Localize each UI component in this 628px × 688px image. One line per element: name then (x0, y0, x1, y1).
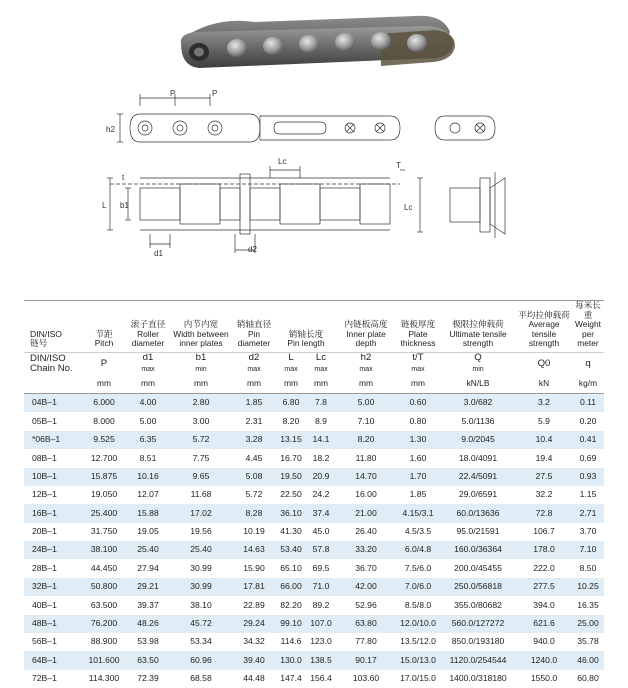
table-cell: 25.400 (82, 504, 126, 522)
table-cell: 19.4 (516, 449, 572, 467)
table-cell: 3.28 (232, 431, 276, 449)
table-cell: 12.0/10.0 (396, 615, 440, 633)
table-cell: 0.93 (572, 468, 604, 486)
label-h2: h2 (106, 125, 115, 134)
table-cell: 9.525 (82, 431, 126, 449)
table-cell: 250.0/56818 (440, 578, 516, 596)
table-cell: 5.9 (516, 412, 572, 430)
table-cell: 99.10 (276, 615, 306, 633)
header-pin-diameter: 销轴直径 Pin diameter (236, 319, 272, 349)
chain-number-cell: 05B–1 (24, 412, 82, 430)
table-cell: 5.0/1136 (440, 412, 516, 430)
label-d1: d1 (154, 249, 163, 258)
chain-number-cell: 32B–1 (24, 578, 82, 596)
table-cell: 17.81 (232, 578, 276, 596)
table-cell: 6.80 (276, 393, 306, 412)
symbol-L: L max (276, 352, 306, 375)
table-cell: 31.750 (82, 523, 126, 541)
table-cell: 5.72 (170, 431, 232, 449)
table-cell: 10.19 (232, 523, 276, 541)
table-cell: 29.24 (232, 615, 276, 633)
table-cell: 0.20 (572, 412, 604, 430)
table-cell: 101.600 (82, 651, 126, 669)
table-cell: 22.89 (232, 596, 276, 614)
table-cell: 6.000 (82, 393, 126, 412)
table-cell: 17.0/15.0 (396, 670, 440, 688)
spec-table-body (24, 393, 604, 688)
table-cell: 27.5 (516, 468, 572, 486)
table-cell: 48.26 (126, 615, 170, 633)
chain-spec-table (24, 300, 604, 688)
table-cell: 8.28 (232, 504, 276, 522)
table-cell: 11.68 (170, 486, 232, 504)
table-cell: 8.51 (126, 449, 170, 467)
table-cell: 147.4 (276, 670, 306, 688)
table-cell: 3.2 (516, 393, 572, 412)
table-cell: 10.16 (126, 468, 170, 486)
unit-cell: kN (516, 375, 572, 394)
chain-number-cell: 12B–1 (24, 486, 82, 504)
table-cell: 36.10 (276, 504, 306, 522)
label-t: t (122, 173, 125, 182)
table-cell: 3.00 (170, 412, 232, 430)
table-cell: 0.11 (572, 393, 604, 412)
chain-number-cell: 40B–1 (24, 596, 82, 614)
table-cell: 17.02 (170, 504, 232, 522)
table-cell: 53.98 (126, 633, 170, 651)
table-row (24, 431, 604, 449)
symbol-h2: h2 max (336, 352, 396, 375)
table-cell: 60.96 (170, 651, 232, 669)
table-cell: 22.4/5091 (440, 468, 516, 486)
table-row (24, 523, 604, 541)
table-cell: 5.08 (232, 468, 276, 486)
header-row (24, 301, 604, 353)
table-row (24, 559, 604, 577)
table-cell: 0.60 (396, 393, 440, 412)
table-cell: 850.0/193180 (440, 633, 516, 651)
table-cell: 13.15 (276, 431, 306, 449)
table-cell: 114.300 (82, 670, 126, 688)
table-cell: 16.70 (276, 449, 306, 467)
table-row (24, 670, 604, 688)
table-cell: 15.0/13.0 (396, 651, 440, 669)
label-lc-top: Lc (278, 157, 287, 166)
table-cell: 4.00 (126, 393, 170, 412)
table-cell: 30.99 (170, 578, 232, 596)
table-cell: 44.450 (82, 559, 126, 577)
table-cell: 107.0 (306, 615, 336, 633)
table-cell: 25.40 (170, 541, 232, 559)
table-cell: 0.41 (572, 431, 604, 449)
table-cell: 1.85 (396, 486, 440, 504)
table-cell: 103.60 (336, 670, 396, 688)
unit-cell: mm (276, 375, 306, 394)
table-cell: 6.0/4.8 (396, 541, 440, 559)
table-cell: 35.78 (572, 633, 604, 651)
header-inner-width: 内节内宽 Width between inner plates (173, 319, 229, 349)
table-row (24, 468, 604, 486)
table-cell: 5.72 (232, 486, 276, 504)
table-cell: 4.5/3.5 (396, 523, 440, 541)
header-chain: DIN/ISO 链号 (30, 328, 62, 349)
table-cell: 25.00 (572, 615, 604, 633)
chain-number-cell: 56B–1 (24, 633, 82, 651)
table-cell: 1240.0 (516, 651, 572, 669)
table-cell: 19.56 (170, 523, 232, 541)
table-cell: 13.5/12.0 (396, 633, 440, 651)
table-cell: 1120.0/254544 (440, 651, 516, 669)
label-T: T (396, 161, 401, 170)
table-cell: 21.00 (336, 504, 396, 522)
header-ultimate-tensile: 极限拉伸载荷 Ultimate tensile strength (449, 319, 507, 349)
table-cell: 1.15 (572, 486, 604, 504)
chain-number-cell: 28B–1 (24, 559, 82, 577)
table-cell: 14.1 (306, 431, 336, 449)
table-cell: 33.20 (336, 541, 396, 559)
table-cell: 25.40 (126, 541, 170, 559)
table-cell: 42.00 (336, 578, 396, 596)
chain-dimension-drawing (100, 88, 530, 258)
symbol-q: Q min (440, 352, 516, 375)
table-cell: 560.0/127272 (440, 615, 516, 633)
table-cell: 16.35 (572, 596, 604, 614)
header-inner-plate-depth: 内链板高度 Inner plate depth (344, 319, 388, 349)
table-cell: 8.000 (82, 412, 126, 430)
unit-cell: mm (306, 375, 336, 394)
table-row (24, 412, 604, 430)
table-cell: 7.10 (336, 412, 396, 430)
table-cell: 29.21 (126, 578, 170, 596)
table-cell: 8.20 (276, 412, 306, 430)
table-cell: 1.85 (232, 393, 276, 412)
table-cell: 7.10 (572, 541, 604, 559)
table-cell: 1550.0 (516, 670, 572, 688)
unit-cell: kN/LB (440, 375, 516, 394)
table-cell: 27.94 (126, 559, 170, 577)
header-plate-thickness: 链板厚度 Plate thickness (400, 319, 436, 349)
table-cell: 14.63 (232, 541, 276, 559)
table-cell: 1.60 (396, 449, 440, 467)
table-row (24, 541, 604, 559)
table-cell: 156.4 (306, 670, 336, 688)
table-cell: 19.50 (276, 468, 306, 486)
unit-cell: mm (396, 375, 440, 394)
table-cell: 30.99 (170, 559, 232, 577)
table-cell: 37.4 (306, 504, 336, 522)
table-cell: 2.31 (232, 412, 276, 430)
chain-number-cell: 08B–1 (24, 449, 82, 467)
table-cell: 57.8 (306, 541, 336, 559)
roller-chain-photo (175, 8, 460, 78)
symbol-t: t/T max (396, 352, 440, 375)
table-cell: 53.34 (170, 633, 232, 651)
table-cell: 52.96 (336, 596, 396, 614)
table-cell: 0.80 (396, 412, 440, 430)
label-d2: d2 (248, 245, 257, 254)
symbol-d2: d2 max (232, 352, 276, 375)
table-cell: 63.80 (336, 615, 396, 633)
table-cell: 8.50 (572, 559, 604, 577)
symbol-d1: d1 max (126, 352, 170, 375)
table-cell: 355.0/80682 (440, 596, 516, 614)
chain-number-cell: *06B–1 (24, 431, 82, 449)
table-cell: 15.88 (126, 504, 170, 522)
chain-number-cell: 04B–1 (24, 393, 82, 412)
symbol-b1: b1 min (170, 352, 232, 375)
chain-number-cell: 24B–1 (24, 541, 82, 559)
table-cell: 940.0 (516, 633, 572, 651)
table-cell: 69.5 (306, 559, 336, 577)
table-cell: 19.05 (126, 523, 170, 541)
table-cell: 20.9 (306, 468, 336, 486)
table-cell: 5.00 (336, 393, 396, 412)
label-pitch-b: P (212, 89, 218, 98)
table-row (24, 486, 604, 504)
table-cell: 50.800 (82, 578, 126, 596)
table-cell: 138.5 (306, 651, 336, 669)
table-cell: 88.900 (82, 633, 126, 651)
table-row (24, 651, 604, 669)
table-cell: 222.0 (516, 559, 572, 577)
chain-number-cell: 64B–1 (24, 651, 82, 669)
table-cell: 44.48 (232, 670, 276, 688)
label-pitch-a: P (170, 89, 176, 98)
table-cell: 45.0 (306, 523, 336, 541)
table-cell: 68.58 (170, 670, 232, 688)
table-cell: 39.40 (232, 651, 276, 669)
symbol-row (24, 352, 604, 375)
label-L: L (102, 201, 107, 210)
table-cell: 41.30 (276, 523, 306, 541)
table-cell: 63.500 (82, 596, 126, 614)
table-cell: 3.70 (572, 523, 604, 541)
table-cell: 72.8 (516, 504, 572, 522)
table-cell: 22.50 (276, 486, 306, 504)
table-cell: 114.6 (276, 633, 306, 651)
table-cell: 1.30 (396, 431, 440, 449)
table-cell: 200.0/45455 (440, 559, 516, 577)
table-cell: 82.20 (276, 596, 306, 614)
table-cell: 621.6 (516, 615, 572, 633)
table-cell: 8.20 (336, 431, 396, 449)
table-row (24, 633, 604, 651)
table-cell: 2.80 (170, 393, 232, 412)
table-cell: 95.0/21591 (440, 523, 516, 541)
table-cell: 18.0/4091 (440, 449, 516, 467)
table-cell: 14.70 (336, 468, 396, 486)
table-cell: 8.5/8.0 (396, 596, 440, 614)
chain-number-cell: 72B–1 (24, 670, 82, 688)
table-cell: 9.65 (170, 468, 232, 486)
table-cell: 15.90 (232, 559, 276, 577)
chain-number-cell: 10B–1 (24, 468, 82, 486)
table-cell: 24.2 (306, 486, 336, 504)
label-b1: b1 (120, 201, 129, 210)
table-cell: 394.0 (516, 596, 572, 614)
table-cell: 123.0 (306, 633, 336, 651)
table-cell: 29.0/6591 (440, 486, 516, 504)
table-cell: 46.00 (572, 651, 604, 669)
unit-cell: mm (82, 375, 126, 394)
table-cell: 7.0/6.0 (396, 578, 440, 596)
header-pitch: 节距 Pitch (94, 328, 114, 349)
table-cell: 4.15/3.1 (396, 504, 440, 522)
table-cell: 4.45 (232, 449, 276, 467)
table-cell: 0.69 (572, 449, 604, 467)
symbol-q0: Q0 (516, 352, 572, 375)
unit-cell: mm (336, 375, 396, 394)
table-cell: 1400.0/318180 (440, 670, 516, 688)
header-weight: 每米长重 Weight per meter (575, 300, 601, 349)
table-cell: 3.0/682 (440, 393, 516, 412)
table-cell: 72.39 (126, 670, 170, 688)
chain-number-cell: 20B–1 (24, 523, 82, 541)
table-cell: 160.0/36364 (440, 541, 516, 559)
table-cell: 15.875 (82, 468, 126, 486)
header-average-tensile: 平均拉伸载荷 Average tensile strength (518, 309, 570, 349)
table-cell: 11.80 (336, 449, 396, 467)
table-cell: 66.00 (276, 578, 306, 596)
table-cell: 90.17 (336, 651, 396, 669)
table-cell: 76.200 (82, 615, 126, 633)
table-cell: 8.9 (306, 412, 336, 430)
unit-row (24, 375, 604, 394)
table-cell: 19.050 (82, 486, 126, 504)
label-lc-side: Lc (404, 203, 413, 212)
unit-cell: mm (232, 375, 276, 394)
table-cell: 36.70 (336, 559, 396, 577)
table-cell: 277.5 (516, 578, 572, 596)
table-cell: 65.10 (276, 559, 306, 577)
table-cell: 2.71 (572, 504, 604, 522)
table-cell: 53.40 (276, 541, 306, 559)
table-row (24, 504, 604, 522)
table-cell: 26.40 (336, 523, 396, 541)
table-cell: 10.25 (572, 578, 604, 596)
chain-number-cell: 16B–1 (24, 504, 82, 522)
table-cell: 60.80 (572, 670, 604, 688)
table-cell: 178.0 (516, 541, 572, 559)
table-cell: 7.8 (306, 393, 336, 412)
unit-cell: kg/m (572, 375, 604, 394)
table-row (24, 578, 604, 596)
table-cell: 38.100 (82, 541, 126, 559)
unit-cell: mm (170, 375, 232, 394)
table-cell: 1.70 (396, 468, 440, 486)
table-cell: 89.2 (306, 596, 336, 614)
table-cell: 32.2 (516, 486, 572, 504)
header-roller-diameter: 滚子直径 Roller diameter (130, 319, 166, 349)
table-cell: 6.35 (126, 431, 170, 449)
symbol-weight: q (572, 352, 604, 375)
table-cell: 7.5/6.0 (396, 559, 440, 577)
symbol-p: P (82, 352, 126, 375)
table-cell: 77.80 (336, 633, 396, 651)
table-cell: 18.2 (306, 449, 336, 467)
table-cell: 45.72 (170, 615, 232, 633)
header-pin-length: 销轴长度 Pin length (287, 328, 325, 349)
table-cell: 12.700 (82, 449, 126, 467)
table-cell: 63.50 (126, 651, 170, 669)
table-cell: 16.00 (336, 486, 396, 504)
table-cell: 71.0 (306, 578, 336, 596)
table-row (24, 615, 604, 633)
table-cell: 34.32 (232, 633, 276, 651)
table-cell: 10.4 (516, 431, 572, 449)
symbol-Lc: Lc max (306, 352, 336, 375)
symbol-chain-no: DIN/ISO Chain No. (24, 352, 82, 375)
table-cell: 5.00 (126, 412, 170, 430)
table-cell: 38.10 (170, 596, 232, 614)
table-row (24, 596, 604, 614)
table-cell: 9.0/2045 (440, 431, 516, 449)
chain-number-cell: 48B–1 (24, 615, 82, 633)
table-cell: 106.7 (516, 523, 572, 541)
table-cell: 7.75 (170, 449, 232, 467)
unit-cell: mm (126, 375, 170, 394)
table-cell: 12.07 (126, 486, 170, 504)
table-cell: 60.0/13636 (440, 504, 516, 522)
table-cell: 130.0 (276, 651, 306, 669)
table-cell: 39.37 (126, 596, 170, 614)
table-row (24, 449, 604, 467)
table-row (24, 393, 604, 412)
